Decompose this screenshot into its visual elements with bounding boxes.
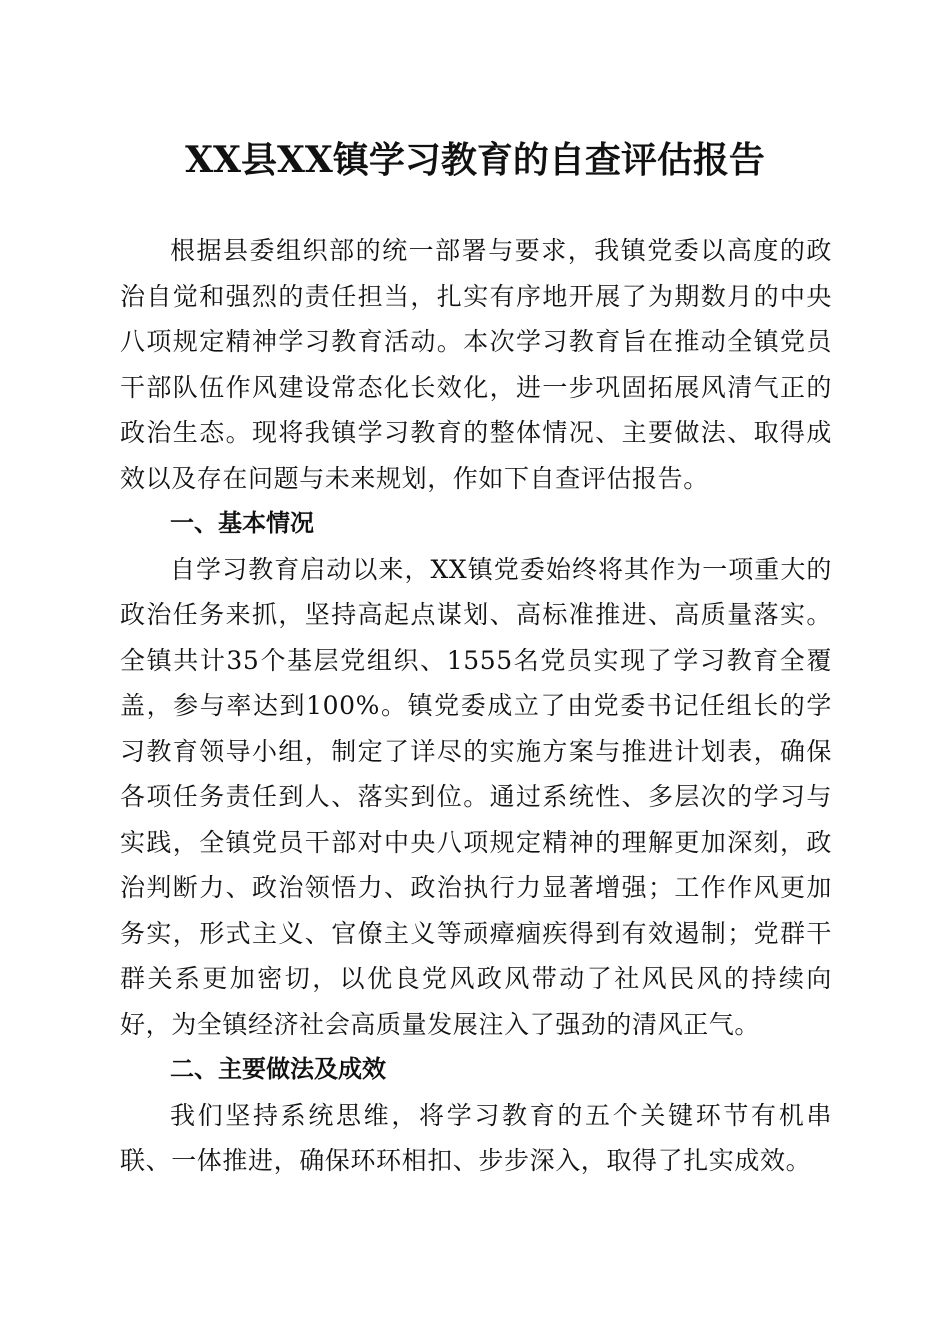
main-practices-paragraph: 我们坚持系统思维，将学习教育的五个关键环节有机串联、一体推进，确保环环相扣、步步深入，取得了扎实成效。 bbox=[120, 1100, 832, 1175]
document-body bbox=[120, 228, 832, 1184]
intro-paragraph: 根据县委组织部的统一部署与要求，我镇党委以高度的政治自觉和强烈的责任担当，扎实有序地开展了为期数月的中央八项规定精神学习教育活动。本次学习教育旨在推动全镇党员干部队伍作风建设常态化长效化，进一步巩固拓展风清气正的政治生态。现将我镇学习教育的整体情况、主要做法、取得成效以及存在问题与未来规划，作如下自查评估报告。 bbox=[120, 236, 832, 493]
section-heading-main-practices: 二、主要做法及成效 bbox=[170, 1055, 386, 1083]
document-title: XX县XX镇学习教育的自查评估报告 bbox=[185, 139, 765, 181]
section-heading-basic-situation: 一、基本情况 bbox=[170, 509, 314, 537]
basic-situation-paragraph: 自学习教育启动以来，XX镇党委始终将其作为一项重大的政治任务来抓，坚持高起点谋划、高标准推进、高质量落实。全镇共计35个基层党组织、1555名党员实现了学习教育全覆盖，参与率达到100%。镇党委成立了由党委书记任组长的学习教育领导小组，制定了详尽的实施方案与推进计划表，确保各项任务责任到人、落实到位。通过系统性、多层次的学习与实践，全镇党员干部对中央八项规定精神的理解更加深刻，政治判断力、政治领悟力、政治执行力显著增强；工作作风更加务实，形式主义、官僚主义等顽瘴痼疾得到有效遏制；党群干群关系更加密切，以优良党风政风带动了社风民风的持续向好，为全镇经济社会高质量发展注入了强劲的清风正气。 bbox=[120, 554, 832, 1039]
